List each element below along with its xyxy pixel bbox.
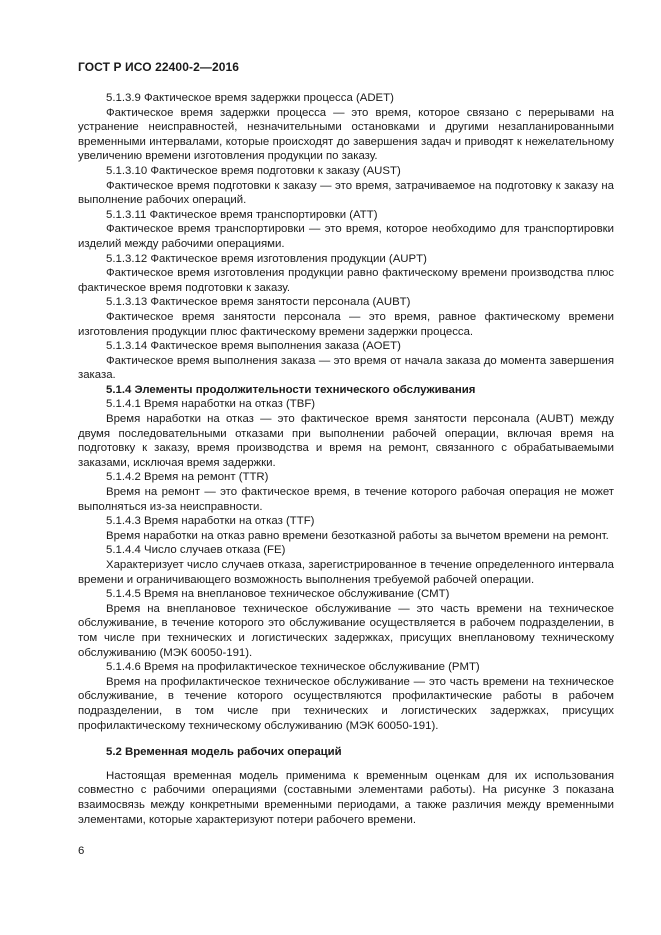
clause-text: Фактическое время изготовления продукции равно фактическому времени производства плюс фактическое время подготовки к заказу. [78, 267, 614, 294]
clause-heading: 5.1.3.13 Фактическое время занятости персонала (AUBT) [106, 296, 411, 309]
clause-heading: 5.1.4.2 Время на ремонт (TTR) [106, 471, 269, 484]
clause-text: Время на внеплановое техническое обслуживание — это часть времени на техническое обслуживание, в течение которого это обслуживание осуществляется в рабочем подразделении, в том числе при технических и логистических задержках, присущих внеплановому техническому обслуживанию (МЭК 60050-191). [78, 602, 614, 659]
clause-text: Время наработки на отказ — это фактическое время занятости персонала (AUBT) между двумя последовательными отказами при выполнении рабочей операции, включая время на подготовку к заказу, время производства и время на ремонт, связанного с обрабатываемыми заказами, исключая время задержки. [78, 413, 614, 469]
clause-heading: 5.1.3.11 Фактическое время транспортировки (ATT) [106, 208, 378, 221]
clause-text: Фактическое время подготовки к заказу — это время, затрачиваемое на подготовку к заказу на выполнение рабочих операций. [78, 179, 614, 207]
page-number: 6 [78, 845, 85, 857]
clause-heading: 5.1.3.10 Фактическое время подготовки к заказу (AUST) [106, 164, 401, 177]
section-heading-5-2: 5.2 Временная модель рабочих операций [106, 746, 342, 759]
clause-heading: 5.1.4.5 Время на внеплановое техническое обслуживание (CMT) [106, 588, 450, 601]
clause-text: Характеризует число случаев отказа, зарегистрированное в течение определенного интервала времени и ограничивающего возможность выполнения требуемой рабочей операции. [78, 559, 614, 586]
document-header: ГОСТ Р ИСО 22400-2—2016 [78, 60, 240, 74]
clause-text: Фактическое время занятости персонала — это время, равное фактическому времени изготовления продукции плюс фактическому времени задержки процесса. [78, 310, 614, 338]
section-heading-5-1-4: 5.1.4 Элементы продолжительности технического обслуживания [106, 383, 476, 396]
clause-heading: 5.1.4.3 Время наработки на отказ (TTF) [106, 515, 315, 528]
clause-heading: 5.1.4.4 Число случаев отказа (FE) [106, 544, 286, 557]
clause-text: Фактическое время задержки процесса — это время, которое связано с перерывами на устранение неисправностей, незначительными остановками и другими незапланированными временными интервалами, которые происходят до завершения задач и приводят к нежелательному увеличению времени изготовления продукции по заказу. [78, 106, 614, 163]
section-text: Настоящая временная модель применима к временным оценкам для их использования совместно с рабочими операциями (составными элементами работы). На рисунке 3 показана взаимосвязь между конкретными временными периодами, а также различия между временными элементами, которые характеризуют потери рабочего времени. [78, 769, 614, 826]
document-body [78, 91, 614, 827]
clause-heading: 5.1.3.9 Фактическое время задержки процесса (ADET) [106, 92, 394, 104]
clause-text: Фактическое время транспортировки — это время, которое необходимо для транспортировки изделий между рабочими операциями. [78, 223, 614, 250]
clause-heading: 5.1.4.1 Время наработки на отказ (TBF) [106, 398, 316, 411]
clause-text: Время на профилактическое техническое обслуживание — это часть времени на техническое обслуживание, в течение которого осуществляются профилактические работы в рабочем подразделении, в том числе при технических и логистических задержках, присущих профилактическому техническому обслуживанию (МЭК 60050-191). [78, 675, 614, 732]
clause-heading: 5.1.3.14 Фактическое время выполнения заказа (AOET) [106, 340, 401, 353]
clause-heading: 5.1.3.12 Фактическое время изготовления продукции (AUPT) [106, 252, 427, 265]
clause-heading: 5.1.4.6 Время на профилактическое техническое обслуживание (PMT) [106, 661, 480, 674]
clause-text: Время на ремонт — это фактическое время, в течение которого рабочая операция не может выполняться из-за неисправности. [78, 486, 614, 513]
clause-text: Фактическое время выполнения заказа — это время от начала заказа до момента завершения заказа. [78, 354, 614, 382]
clause-text: Время наработки на отказ равно времени безотказной работы за вычетом времени на ремонт. [106, 529, 609, 542]
